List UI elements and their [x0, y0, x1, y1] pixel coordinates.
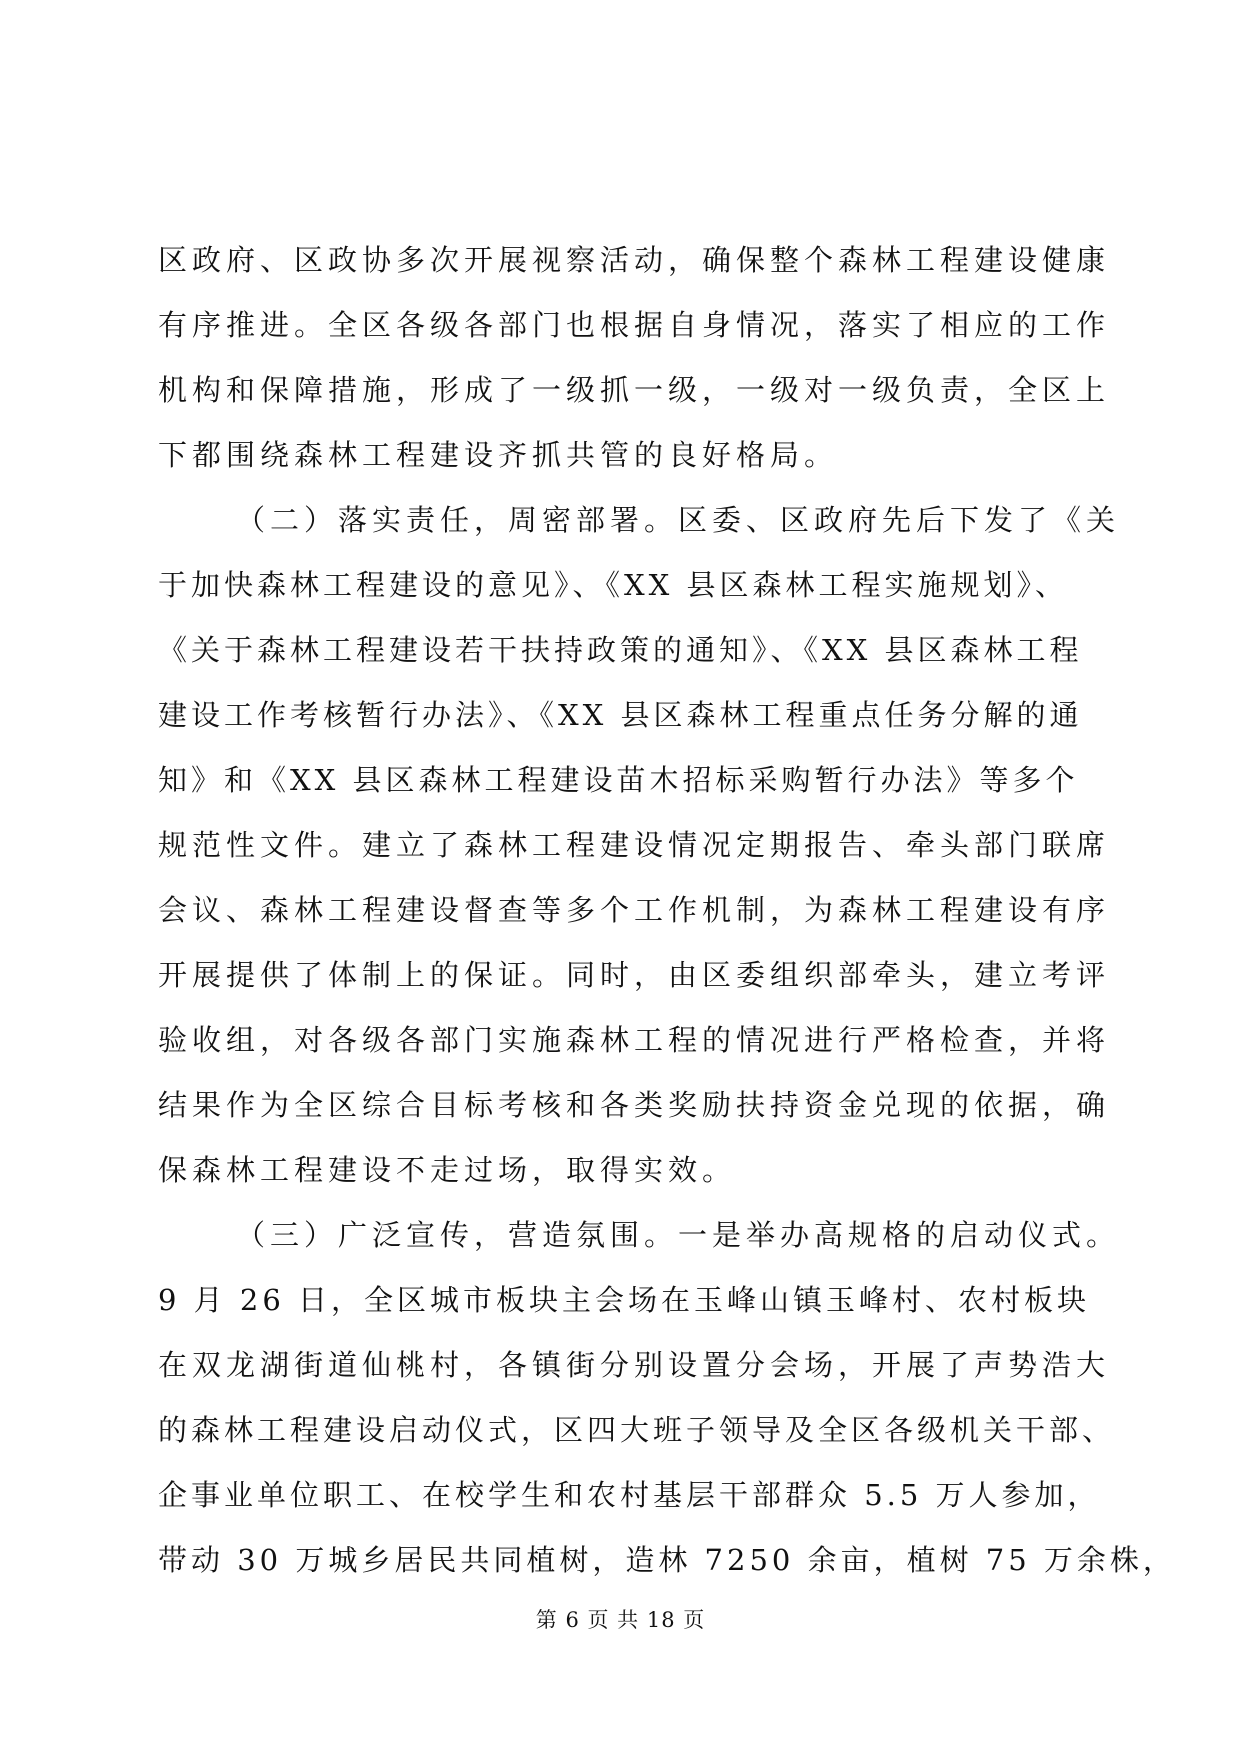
page-number-footer: 第 6 页 共 18 页 [535, 1608, 706, 1632]
text-line: 的森林工程建设启动仪式，区四大班子领导及全区各级机关干部、 [158, 1413, 1116, 1447]
text-line: 会议、森林工程建设督查等多个工作机制，为森林工程建设有序 [158, 893, 1111, 927]
text-line: 9 月 26 日，全区城市板块主会场在玉峰山镇玉峰村、农村板块 [158, 1283, 1091, 1317]
text-line: 下都围绕森林工程建设齐抓共管的良好格局。 [158, 438, 839, 472]
text-line: 机构和保障措施，形成了一级抓一级，一级对一级负责，全区上 [158, 373, 1111, 407]
body-text [158, 228, 1176, 1593]
text-line: 在双龙湖街道仙桃村，各镇街分别设置分会场，开展了声势浩大 [158, 1348, 1111, 1382]
text-line: 带动 30 万城乡居民共同植树，造林 7250 余亩，植树 75 万余株， [158, 1543, 1176, 1577]
text-line: 区政府、区政协多次开展视察活动，确保整个森林工程建设健康 [158, 243, 1111, 277]
text-line: 企事业单位职工、在校学生和农村基层干部群众 5.5 万人参加， [158, 1478, 1101, 1512]
text-line: 保森林工程建设不走过场，取得实效。 [158, 1153, 737, 1187]
text-line: 有序推进。全区各级各部门也根据自身情况，落实了相应的工作 [158, 308, 1111, 342]
text-line: 《关于森林工程建设若干扶持政策的通知》、《XX 县区森林工程 [158, 633, 1083, 667]
text-line: 验收组，对各级各部门实施森林工程的情况进行严格检查，并将 [158, 1023, 1111, 1057]
text-line: 知》和《XX 县区森林工程建设苗木招标采购暂行办法》等多个 [158, 763, 1079, 797]
section-heading-line: （三）广泛宣传，营造氛围。一是举办高规格的启动仪式。 [236, 1218, 1121, 1252]
text-line: 规范性文件。建立了森林工程建设情况定期报告、牵头部门联席 [158, 828, 1111, 862]
section-heading-line: （二）落实责任，周密部署。区委、区政府先后下发了《关 [236, 503, 1121, 537]
text-line: 于加快森林工程建设的意见》、《XX 县区森林工程实施规划》、 [158, 568, 1069, 602]
text-line: 结果作为全区综合目标考核和各类奖励扶持资金兑现的依据，确 [158, 1088, 1111, 1122]
text-line: 开展提供了体制上的保证。同时，由区委组织部牵头，建立考评 [158, 958, 1111, 992]
text-line: 建设工作考核暂行办法》、《XX 县区森林工程重点任务分解的通 [158, 698, 1083, 732]
